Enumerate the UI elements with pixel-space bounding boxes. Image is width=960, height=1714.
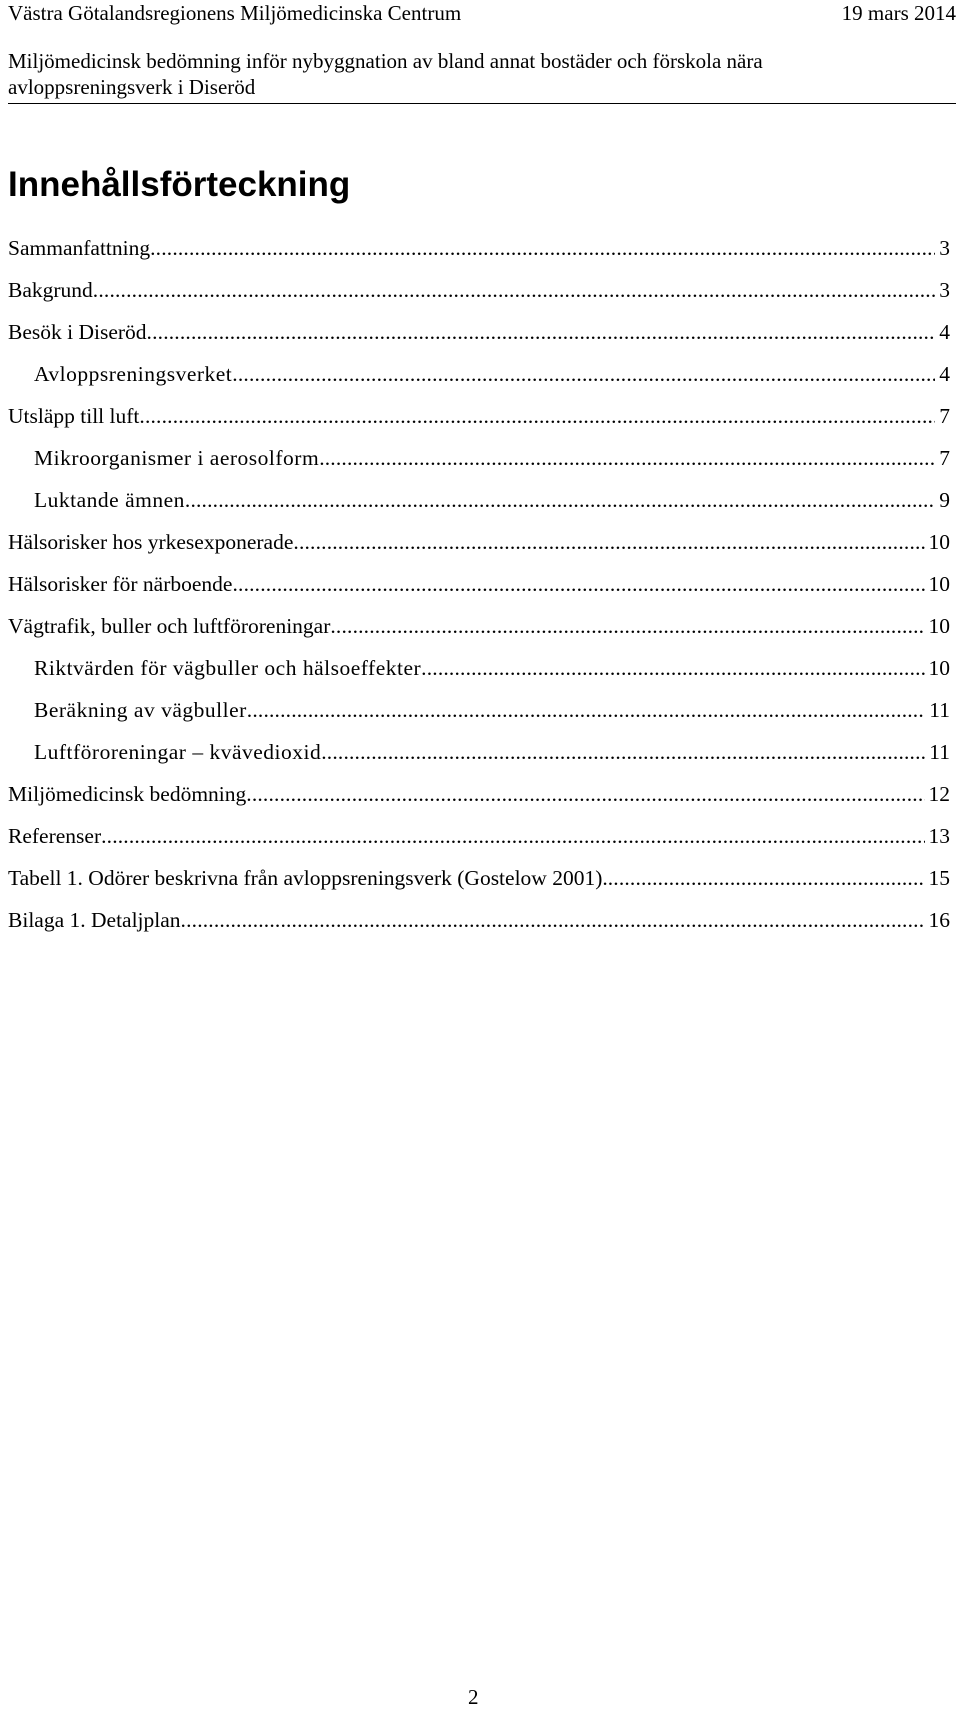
toc-entry-label: Avloppsreningsverket xyxy=(34,362,233,386)
toc-entry-label: Miljömedicinsk bedömning xyxy=(8,782,247,806)
toc-dot-leader xyxy=(321,737,925,767)
toc-entry-label: Luktande ämnen xyxy=(34,488,185,512)
toc-entry-page: 11 xyxy=(929,740,950,764)
toc-entry[interactable] xyxy=(8,737,950,779)
toc-dot-leader xyxy=(421,653,924,683)
toc-entry[interactable] xyxy=(8,821,950,863)
toc-entry-label: Hälsorisker för närboende xyxy=(8,572,233,596)
toc-dot-leader xyxy=(185,485,935,515)
toc-entry-page: 9 xyxy=(939,488,950,512)
toc-entry-page: 15 xyxy=(928,866,950,890)
toc-dot-leader xyxy=(247,695,926,725)
header-subtitle: Miljömedicinsk bedömning inför nybyggnation av bland annat bostäder och förskola nära avloppsreningsverk i Diseröd xyxy=(8,49,763,99)
toc-dot-leader xyxy=(246,779,924,809)
toc-entry-page: 13 xyxy=(928,824,950,848)
toc-entry-page: 7 xyxy=(939,446,950,470)
toc-entry-label: Beräkning av vägbuller xyxy=(34,698,247,722)
toc-dot-leader xyxy=(608,863,925,893)
toc-dot-leader xyxy=(181,905,925,935)
toc-entry-label: Hälsorisker hos yrkesexponerade xyxy=(8,530,294,554)
toc-entry[interactable] xyxy=(8,233,950,275)
toc-entry-label: Utsläpp till luft xyxy=(8,404,140,428)
toc-entry-page: 11 xyxy=(929,698,950,722)
toc-entry-page: 7 xyxy=(939,404,950,428)
toc-entry[interactable] xyxy=(8,611,950,653)
toc-entry-page: 10 xyxy=(928,614,950,638)
toc-dot-leader xyxy=(147,317,936,347)
toc-entry[interactable] xyxy=(8,401,950,443)
toc-entry-label: Mikroorganismer i aerosolform xyxy=(34,446,320,470)
toc-dot-leader xyxy=(330,611,924,641)
toc-entry[interactable] xyxy=(8,443,950,485)
toc-entry-page: 3 xyxy=(939,236,950,260)
toc-dot-leader xyxy=(232,359,935,389)
toc-entry[interactable] xyxy=(8,695,950,737)
toc-entry[interactable] xyxy=(8,653,950,695)
toc-dot-leader xyxy=(93,275,935,305)
toc-entry-page: 4 xyxy=(939,320,950,344)
toc-entry-label: Vägtrafik, buller och luftföroreningar xyxy=(8,614,331,638)
toc-entry[interactable] xyxy=(8,527,950,569)
toc-entry-page: 10 xyxy=(928,530,950,554)
toc-dot-leader xyxy=(150,233,935,263)
toc-entry-label: Referenser xyxy=(8,824,102,848)
toc-entry[interactable] xyxy=(8,905,950,947)
toc-entry-label: Bakgrund xyxy=(8,278,93,302)
toc-entry-page: 12 xyxy=(928,782,950,806)
header-organization: Västra Götalandsregionens Miljömedicinska Centrum xyxy=(8,1,462,25)
toc-entry[interactable] xyxy=(8,569,950,611)
toc-dot-leader xyxy=(139,401,935,431)
page-number: 2 xyxy=(468,1685,479,1709)
toc-entry[interactable] xyxy=(8,275,950,317)
toc-entry[interactable] xyxy=(8,779,950,821)
header-date: 19 mars 2014 xyxy=(841,1,956,25)
toc-dot-leader xyxy=(101,821,924,851)
toc-entry-label: Luftföroreningar – kvävedioxid xyxy=(34,740,322,764)
toc-entry-label: Besök i Diseröd xyxy=(8,320,147,344)
toc-entry-page: 16 xyxy=(928,908,950,932)
toc-entry[interactable] xyxy=(8,317,950,359)
toc-entry[interactable] xyxy=(8,359,950,401)
toc-entry-page: 4 xyxy=(939,362,950,386)
toc-dot-leader xyxy=(319,443,935,473)
toc-title: Innehållsförteckning xyxy=(8,165,351,204)
toc-entry-page: 10 xyxy=(928,656,950,680)
toc-dot-leader xyxy=(232,569,924,599)
toc-dot-leader xyxy=(293,527,924,557)
page-header xyxy=(8,0,956,104)
toc-entry-label: Sammanfattning xyxy=(8,236,151,260)
toc-entry-label: Bilaga 1. Detaljplan xyxy=(8,908,181,932)
toc-entry-page: 3 xyxy=(939,278,950,302)
toc-entry-label: Riktvärden för vägbuller och hälsoeffekter xyxy=(34,656,422,680)
toc-list xyxy=(8,233,950,947)
toc-entry[interactable] xyxy=(8,863,950,905)
toc-entry-label: Tabell 1. Odörer beskrivna från avloppsreningsverk (Gostelow 2001). xyxy=(8,866,608,890)
toc-entry[interactable] xyxy=(8,485,950,527)
toc-entry-page: 10 xyxy=(928,572,950,596)
